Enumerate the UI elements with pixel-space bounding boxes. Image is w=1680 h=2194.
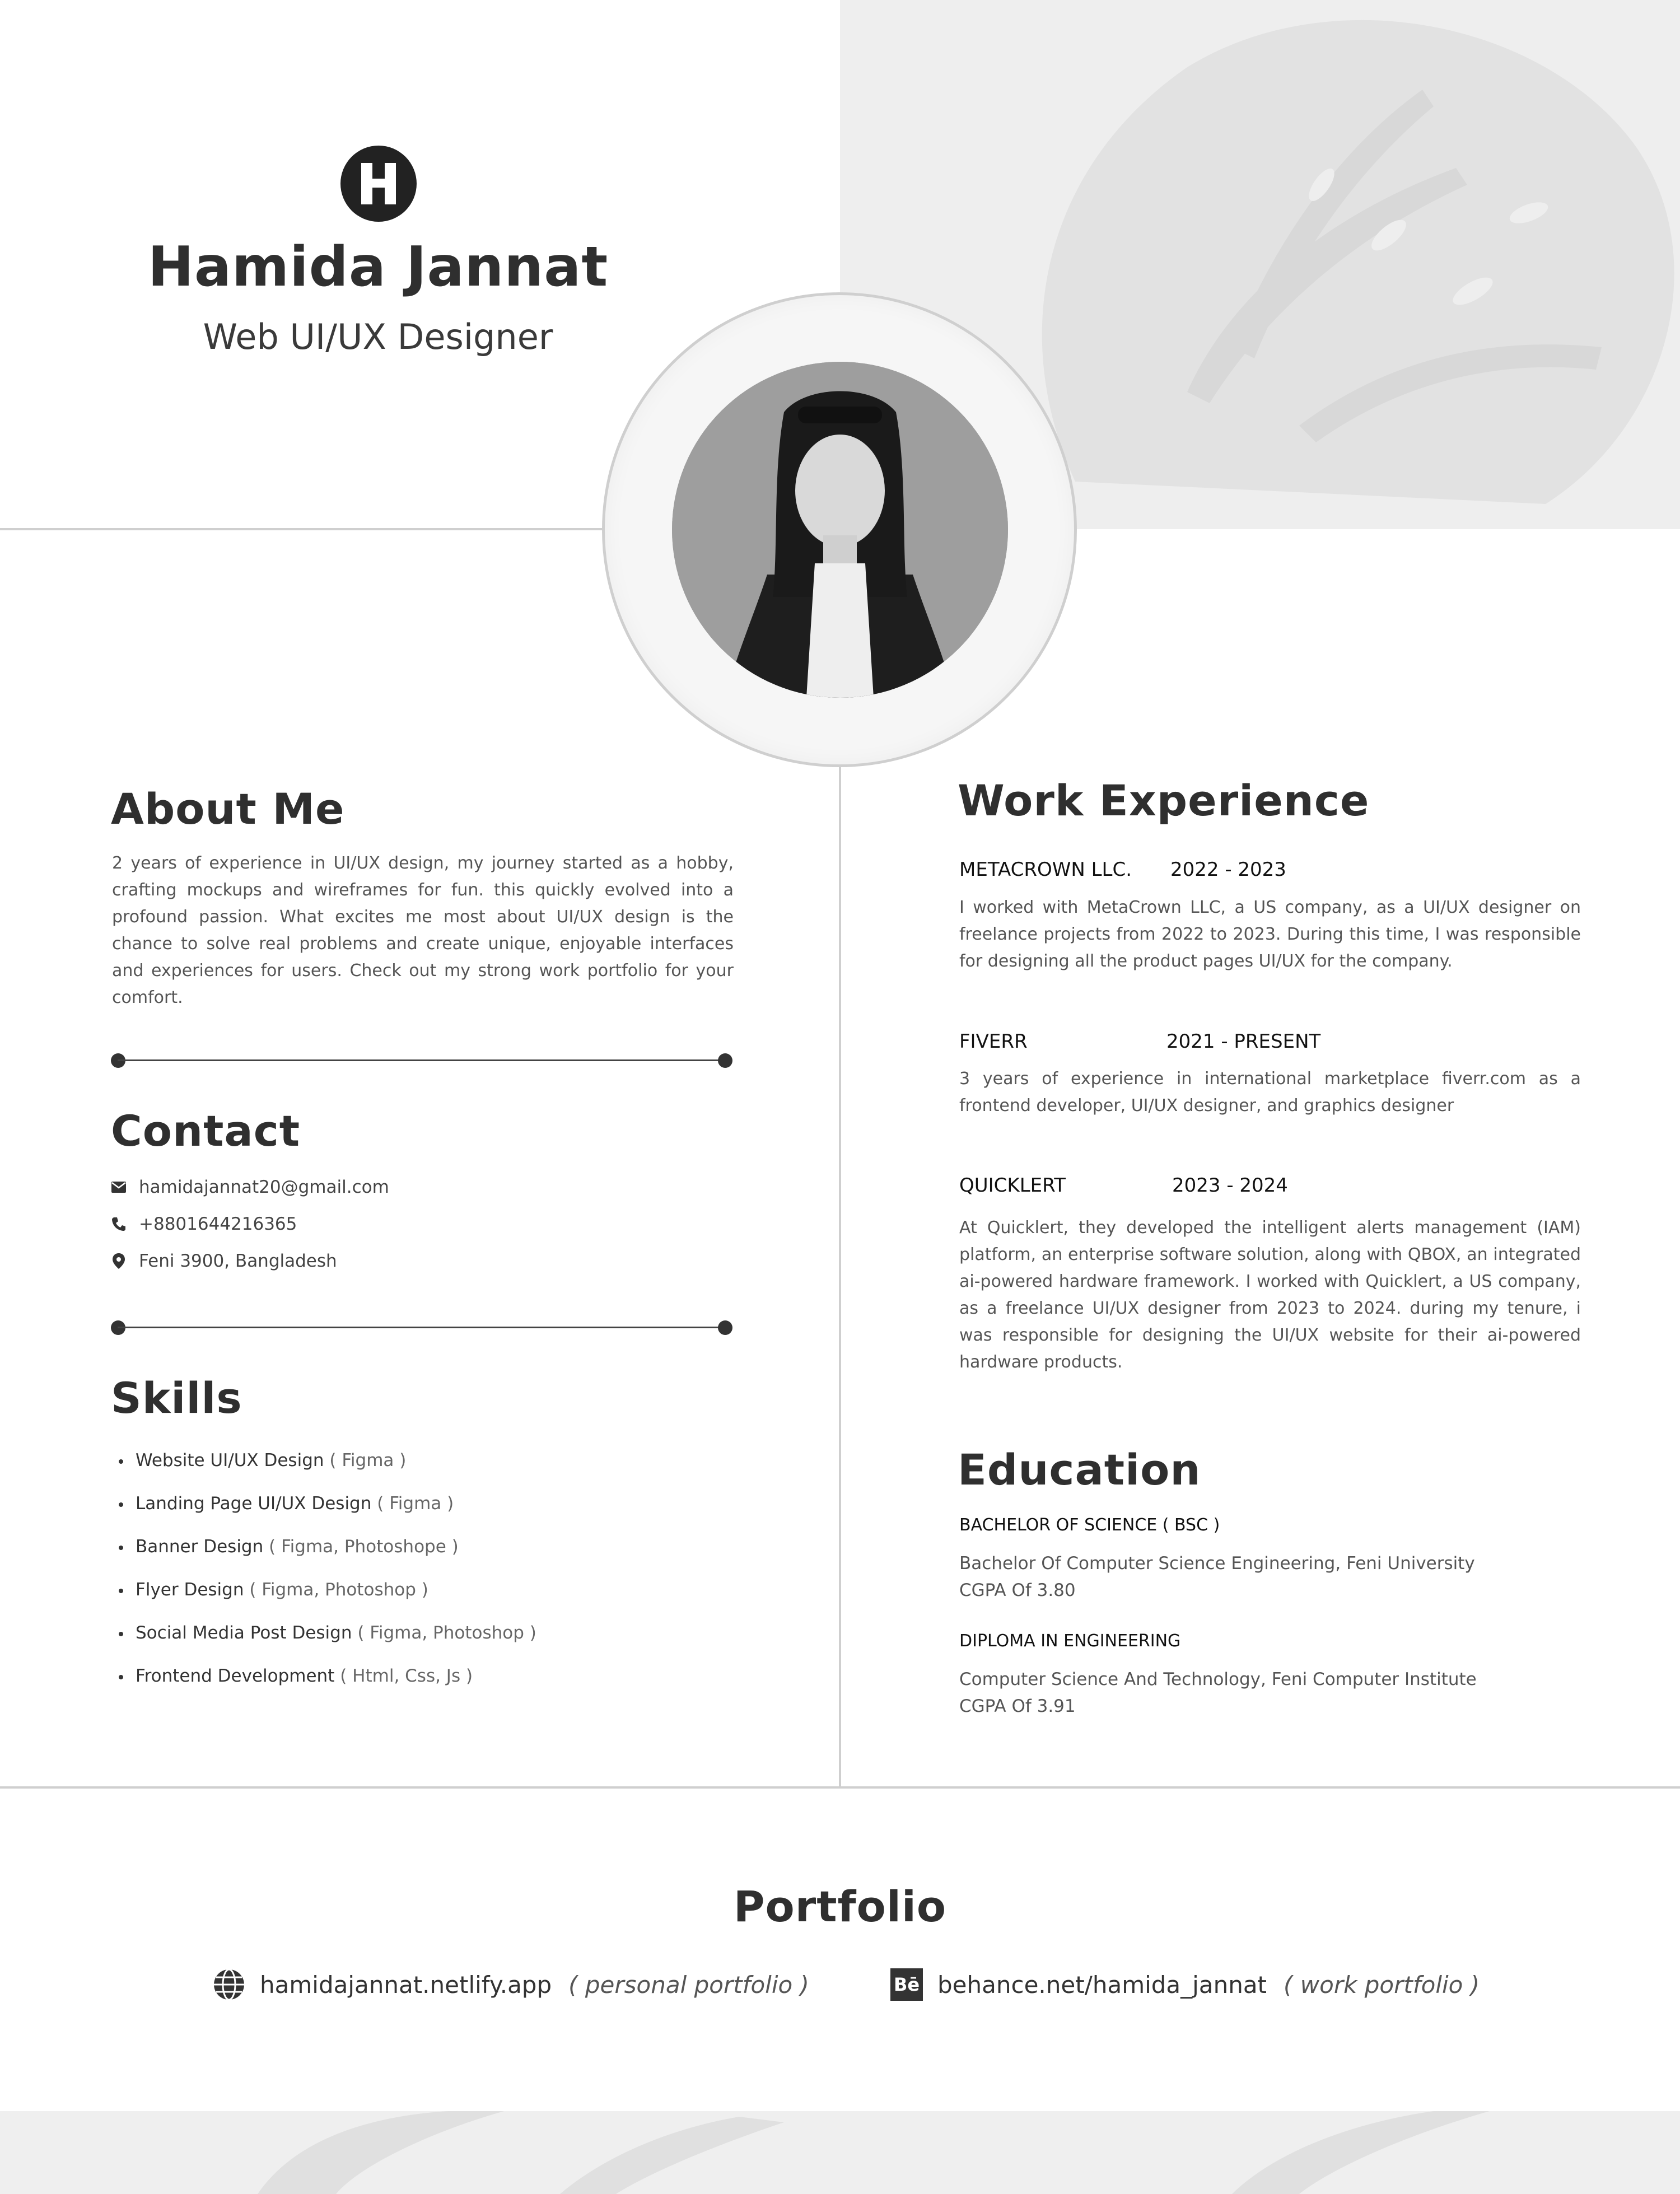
section-divider (118, 1327, 728, 1328)
job-dates: 2021 - PRESENT (1166, 1030, 1321, 1053)
work-portfolio-url[interactable]: behance.net/hamida_jannat (937, 1971, 1267, 1999)
section-divider (118, 1059, 728, 1061)
phone-text: +8801644216365 (139, 1214, 297, 1234)
personal-portfolio-url[interactable]: hamidajannat.netlify.app (260, 1971, 552, 1999)
work-portfolio-link[interactable] (890, 1968, 1480, 2001)
person-name: Hamida Jannat (147, 235, 609, 299)
footer-divider (0, 1786, 1680, 1789)
portfolio-title: Portfolio (733, 1882, 947, 1931)
job-company: METACROWN LLC. (959, 858, 1132, 881)
contact-email[interactable] (111, 1177, 389, 1197)
skill-item: Landing Page UI/UX Design ( Figma ) (119, 1493, 454, 1514)
personal-portfolio-note: ( personal portfolio ) (568, 1971, 809, 1999)
leaf-pattern-illustration (0, 2111, 1680, 2194)
edu-detail: Computer Science And Technology, Feni Computer Institute (959, 1669, 1477, 1689)
skill-item: Frontend Development ( Html, Css, Js ) (119, 1666, 473, 1686)
job-description: 3 years of experience in international marketplace fiverr.com as a frontend developer, UI/UX designer, and graphics designer (959, 1069, 1581, 1115)
work-portfolio-note: ( work portfolio ) (1284, 1971, 1480, 1999)
column-divider (839, 767, 841, 1787)
person-silhouette (672, 362, 1008, 698)
contact-phone[interactable] (111, 1214, 297, 1234)
edu-cgpa: CGPA Of 3.91 (959, 1696, 1076, 1716)
edu-degree: BACHELOR OF SCIENCE ( BSC ) (959, 1515, 1220, 1535)
phone-icon (111, 1216, 127, 1232)
profile-photo (672, 362, 1008, 698)
logo (340, 146, 417, 222)
edu-cgpa: CGPA Of 3.80 (959, 1580, 1076, 1600)
envelope-icon (111, 1179, 127, 1195)
job-description: I worked with MetaCrown LLC, a US company, as a UI/UX designer on freelance projects from 2022 to 2023. During this time, I was responsible for designing all the product pages UI/UX for the company. (959, 898, 1581, 971)
header-divider-left (0, 528, 605, 530)
globe-icon (213, 1968, 245, 2001)
job-dates: 2022 - 2023 (1170, 858, 1286, 881)
about-text: 2 years of experience in UI/UX design, my journey started as a hobby, crafting mockups and wireframes for fun. this quickly evolved into a profound passion. What excites me most about UI/UX design is the chance to solve real problems and create unique, enjoyable interfaces and experiences for users. Check out my strong work portfolio for your comfort. (112, 853, 734, 1007)
job-company: FIVERR (959, 1030, 1028, 1053)
contact-location (111, 1251, 337, 1271)
skill-item: Social Media Post Design ( Figma, Photoshop ) (119, 1623, 536, 1643)
edu-detail: Bachelor Of Computer Science Engineering, Feni University (959, 1553, 1475, 1574)
job-description: At Quicklert, they developed the intelligent alerts management (IAM) platform, an enterprise software solution, along with QBOX, an integrated ai-powered hardware framework. I worked with Quicklert, a US company, as a freelance UI/UX designer from 2023 to 2024. during my tenure, i was responsible for designing the UI/UX website for their ai-powered hardware products. (959, 1218, 1581, 1372)
location-text: Feni 3900, Bangladesh (139, 1251, 337, 1271)
skills-title: Skills (111, 1373, 242, 1423)
work-title: Work Experience (958, 776, 1370, 825)
education-title: Education (958, 1445, 1201, 1495)
edu-degree: DIPLOMA IN ENGINEERING (959, 1631, 1181, 1651)
skill-item: Website UI/UX Design ( Figma ) (119, 1450, 406, 1471)
about-title: About Me (111, 784, 345, 834)
skill-item: Banner Design ( Figma, Photoshope ) (119, 1537, 459, 1557)
contact-title: Contact (111, 1106, 301, 1156)
personal-portfolio-link[interactable] (213, 1968, 809, 2001)
divider-dot-right (718, 1053, 732, 1068)
job-company: QUICKLERT (959, 1174, 1066, 1197)
logo-h-icon (353, 158, 404, 209)
job-dates: 2023 - 2024 (1172, 1174, 1288, 1197)
person-role: Web UI/UX Designer (203, 316, 553, 357)
divider-dot-right (718, 1320, 732, 1335)
leaf-background-bottom (0, 2111, 1680, 2194)
location-pin-icon (111, 1253, 127, 1269)
skill-item: Flyer Design ( Figma, Photoshop ) (119, 1580, 428, 1600)
email-text: hamidajannat20@gmail.com (139, 1177, 389, 1197)
behance-icon: Bē (890, 1968, 923, 2001)
